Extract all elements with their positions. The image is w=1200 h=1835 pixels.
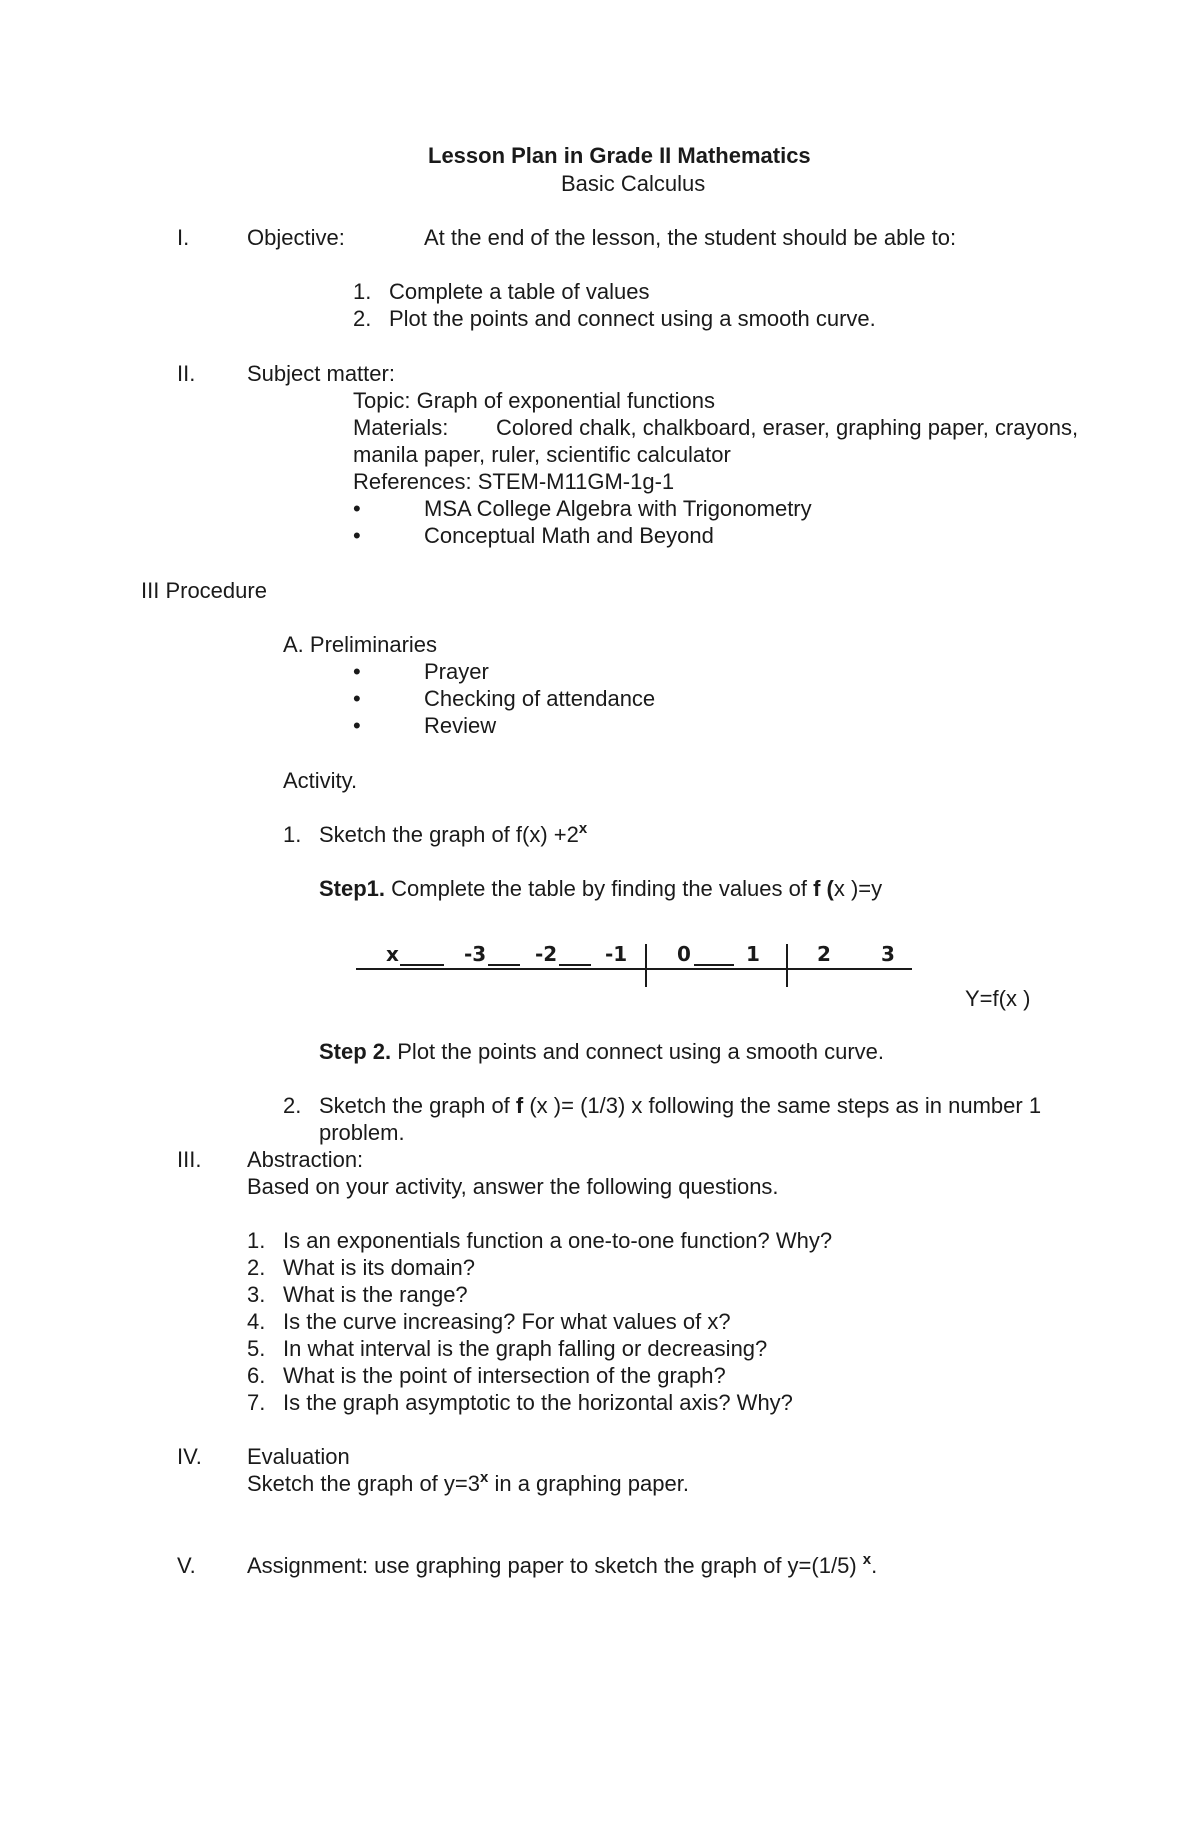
section-numeral-evaluation: IV. <box>177 1444 202 1469</box>
section-numeral-objective: I. <box>177 225 190 250</box>
subject-label: Subject matter: <box>247 361 395 386</box>
references-label: References: STEM-M11GM-1g-1 <box>353 469 675 494</box>
objective-intro: At the end of the lesson, the student should be able to: <box>424 225 957 250</box>
question-item: Is an exponentials function a one-to-one function? Why? <box>283 1228 833 1253</box>
evaluation-text: Sketch the graph of $y=3^x$ in a graphing paper. <box>247 1469 689 1496</box>
procedure-heading: III Procedure <box>141 578 267 603</box>
question-number: 5. <box>247 1336 266 1361</box>
table-header-cell: 1 <box>746 942 760 966</box>
question-item: Is the graph asymptotic to the horizontal axis? Why? <box>283 1390 793 1415</box>
preliminaries-item: Prayer <box>424 659 489 684</box>
question-number: 7. <box>247 1390 266 1415</box>
bullet-icon: • <box>353 713 361 738</box>
activity-item-2: Sketch the graph of f (x )= (1/3) x following the same steps as in number 1 <box>319 1093 1042 1118</box>
question-number: 2. <box>247 1255 266 1280</box>
table-caption: Y=f(x ) <box>965 986 1031 1011</box>
step-2: Step 2. Plot the points and connect using a smooth curve. <box>319 1039 884 1064</box>
table-header-cell: -1 <box>605 942 628 966</box>
table-divider <box>645 944 647 987</box>
table-baseline <box>356 968 912 970</box>
assignment-text: Assignment: use graphing paper to sketch the graph of y=(1/5) $^x$. <box>247 1551 878 1578</box>
question-item: What is the point of intersection of the graph? <box>283 1363 726 1388</box>
table-header-cell: 3 <box>881 942 895 966</box>
bullet-icon: • <box>353 496 361 521</box>
objective-item-number: 1. <box>353 279 372 304</box>
preliminaries-label: A. Preliminaries <box>283 632 438 657</box>
question-item: In what interval is the graph falling or decreasing? <box>283 1336 768 1361</box>
table-underline <box>400 964 444 966</box>
table-underline <box>488 964 520 966</box>
table-header-cell: -3 <box>464 942 487 966</box>
section-numeral-abstraction: III. <box>177 1147 202 1172</box>
objective-item: Complete a table of values <box>389 279 650 304</box>
bullet-icon: • <box>353 659 361 684</box>
reference-item: MSA College Algebra with Trigonometry <box>424 496 812 521</box>
objective-item: Plot the points and connect using a smooth curve. <box>389 306 876 331</box>
abstraction-label: Abstraction: <box>247 1147 364 1172</box>
table-underline <box>559 964 591 966</box>
question-number: 4. <box>247 1309 266 1334</box>
page-title: Lesson Plan in Grade II Mathematics <box>428 143 811 168</box>
question-item: What is its domain? <box>283 1255 475 1280</box>
step-1: Step1. Complete the table by finding the values of f (x )=y <box>319 876 883 901</box>
question-number: 1. <box>247 1228 266 1253</box>
preliminaries-item: Review <box>424 713 497 738</box>
materials-line-1: Colored chalk, chalkboard, eraser, graphing paper, crayons, <box>496 415 1079 440</box>
question-item: What is the range? <box>283 1282 468 1307</box>
table-divider <box>786 944 788 987</box>
table-header-cell: x <box>386 942 399 966</box>
activity-item-1: Sketch the graph of $f(x) +2^x$ <box>319 820 588 847</box>
materials-label: Materials: <box>353 415 449 440</box>
objective-item-number: 2. <box>353 306 372 331</box>
abstraction-intro: Based on your activity, answer the following questions. <box>247 1174 779 1199</box>
evaluation-label: Evaluation <box>247 1444 350 1469</box>
page-subtitle: Basic Calculus <box>561 171 706 196</box>
table-header-cell: -2 <box>535 942 558 966</box>
table-header-cell: 0 <box>677 942 691 966</box>
activity-label: Activity. <box>283 768 358 793</box>
table-header-cell: 2 <box>817 942 831 966</box>
bullet-icon: • <box>353 686 361 711</box>
section-numeral-subject: II. <box>177 361 196 386</box>
question-item: Is the curve increasing? For what values of x? <box>283 1309 731 1334</box>
bullet-icon: • <box>353 523 361 548</box>
activity-item-number: 1. <box>283 822 302 847</box>
table-underline <box>694 964 734 966</box>
activity-item-number: 2. <box>283 1093 302 1118</box>
section-numeral-assignment: V. <box>177 1553 196 1578</box>
question-number: 6. <box>247 1363 266 1388</box>
materials-line-2: manila paper, ruler, scientific calculator <box>353 442 731 467</box>
objective-label: Objective: <box>247 225 345 250</box>
activity-item-2-cont: problem. <box>319 1120 405 1145</box>
preliminaries-item: Checking of attendance <box>424 686 656 711</box>
reference-item: Conceptual Math and Beyond <box>424 523 714 548</box>
question-number: 3. <box>247 1282 266 1307</box>
subject-topic: Topic: Graph of exponential functions <box>353 388 716 413</box>
